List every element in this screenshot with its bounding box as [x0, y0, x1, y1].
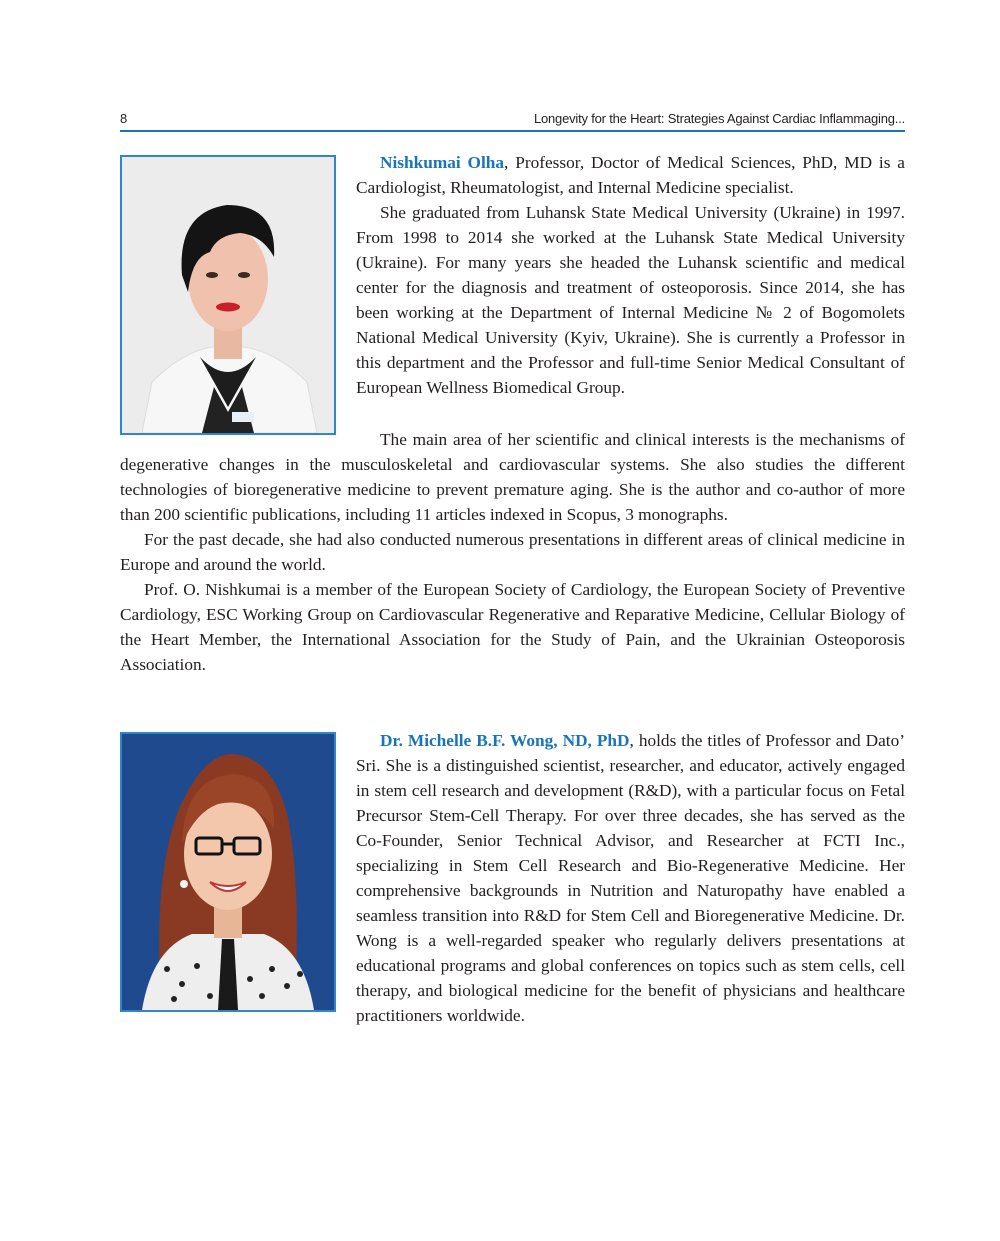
bio1-memberships-paragraph: Prof. O. Nishkumai is a member of the European Society of Cardiology, the European Society of Preventive Cardiology, ESC Working Group on Cardiovascular Regenerative and Reparative Medicine, Cellular Biology of the Heart Member, the International Association for the Study of Pain, and the Ukrainian Osteoporosis Association. — [120, 580, 905, 674]
bio1-name: Nishkumai Olha — [380, 153, 505, 172]
bio1-presentations-paragraph: For the past decade, she had also conducted numerous presentations in different areas of clinical medicine in Europe and around the world. — [120, 530, 905, 574]
portrait-photo-wong — [120, 732, 336, 1012]
bio1-interests-paragraph — [120, 427, 905, 527]
bio1-interests-text: The main area of her scientific and clinical interests is the mechanisms of degenerative changes in the musculoskeletal and cardiovascular systems. She also studies the different technologies of bioregenerative medicine to prevent premature aging. She is the author and co-author of more than 200 scientific publications, including 11 articles indexed in Scopus, 3 monographs. — [120, 430, 905, 524]
page-number: 8 — [120, 111, 128, 126]
bio2-paragraph — [356, 728, 905, 1028]
running-title: Longevity for the Heart: Strategies Against Cardiac Inflammaging... — [533, 111, 905, 126]
bio1-intro-text: , Professor, Doctor of Medical Sciences, PhD, MD is a Cardiologist, Rheumatologist, and Internal Medicine specialist. — [356, 153, 905, 197]
bio1-education-paragraph: She graduated from Luhansk State Medical University (Ukraine) in 1997. From 1998 to 2014 she worked at the Luhansk State Medical University (Ukraine). For many years she headed the Luhansk scientific and medical center for the diagnosis and treatment of osteoporosis. Since 2014, she has been working at the Department of Internal Medicine № 2 of Bogomolets National Medical University (Kyiv, Ukraine). She is currently a Professor in this department and the Professor and full-time Senior Medical Consultant of European Wellness Biomedical Group. — [356, 203, 905, 397]
bio2-name: Dr. Michelle B.F. Wong, ND, PhD — [380, 731, 630, 750]
bio1-intro — [356, 150, 905, 200]
running-header — [120, 108, 905, 130]
header-rule — [120, 130, 905, 132]
bio2-text: , holds the titles of Professor and Dato’ Sri. She is a distinguished scientist, researcher, and educator, actively engaged in stem cell research and development (R&D), with a particular focus on Fetal Precursor Stem-Cell Therapy. For over three decades, she has served as the Co-Founder, Senior Technical Advisor, and Researcher at FCTI Inc., specializing in Stem Cell Research and Bio-Regenerative Medicine. Her comprehensive backgrounds in Nutrition and Naturopathy have enabled a seamless transition into R&D for Stem Cell and Bioregenerative Medicine. Dr. Wong is a well-regarded speaker who regularly delivers presentations at educational programs and global conferences on topics such as stem cells, cell therapy, and biological medicine for the benefit of physicians and healthcare practitioners worldwide. — [356, 731, 905, 1025]
portrait-photo-nishkumai — [120, 155, 336, 435]
